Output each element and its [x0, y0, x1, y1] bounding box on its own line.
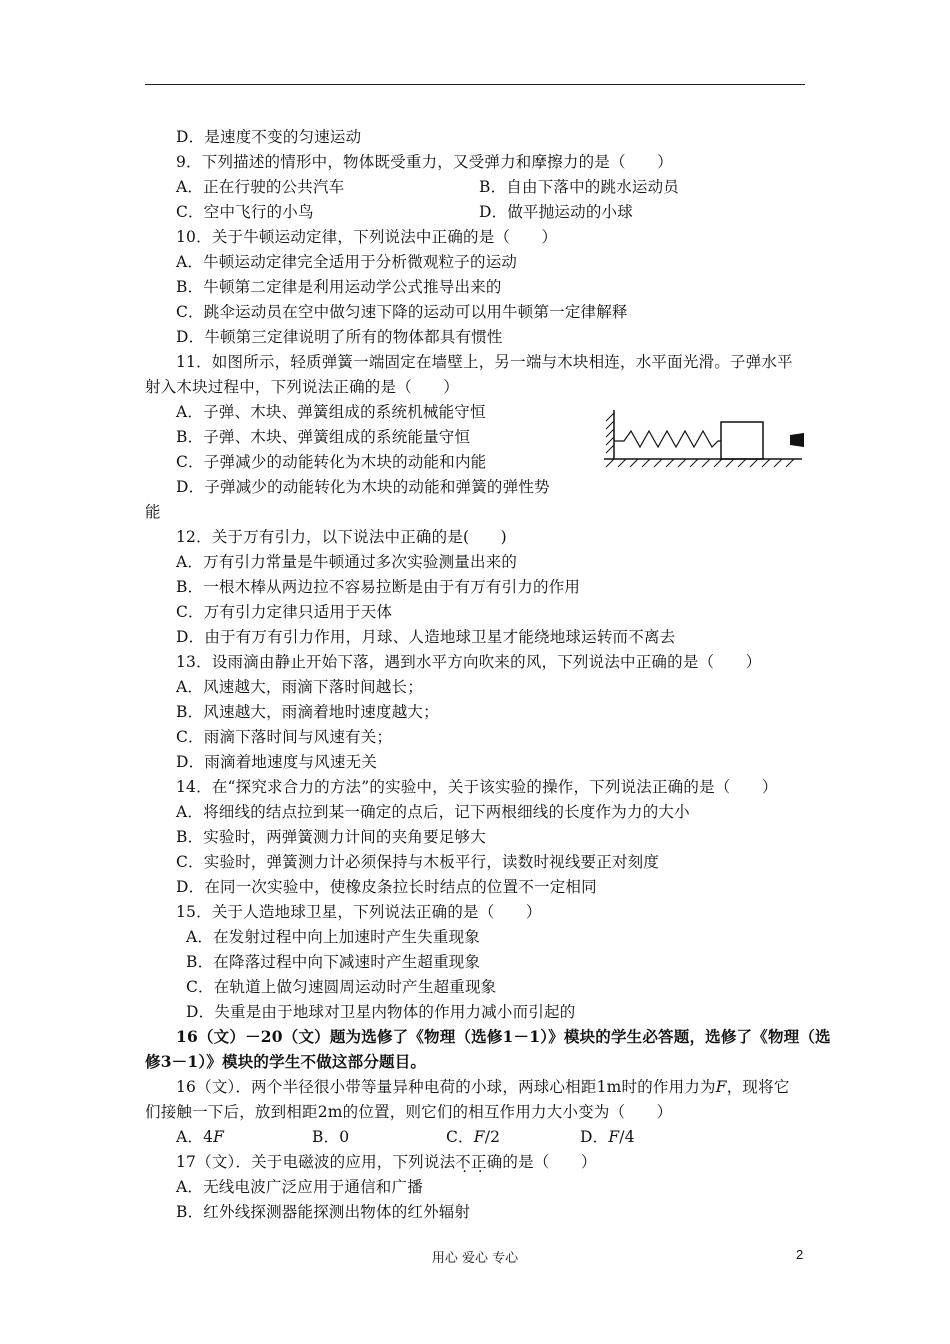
q14-option-c: C．实验时，弹簧测力计必须保持与木板平行，读数时视线要正对刻度 [176, 853, 660, 871]
q16-option-c: C．F/2 [446, 1128, 501, 1146]
q15-option-d: D．失重是由于地球对卫星内物体的作用力减小而引起的 [186, 1003, 576, 1021]
floor-hatch [606, 459, 794, 467]
q10-option-d: D．牛顿第三定律说明了所有的物体都具有惯性 [176, 328, 503, 346]
q9-option-b: B．自由下落中的跳水运动员 [479, 178, 679, 196]
q11-option-b: B．子弹、木块、弹簧组成的系统能量守恒 [176, 428, 471, 446]
q15-option-c: C．在轨道上做匀速圆周运动时产生超重现象 [186, 978, 497, 996]
question-12: 12．关于万有引力，以下说法中正确的是( ) [176, 528, 507, 546]
q12-option-c: C．万有引力定律只适用于天体 [176, 603, 393, 621]
wooden-block [721, 422, 763, 459]
q10-option-a: A．牛顿运动定律完全适用于分析微观粒子的运动 [176, 253, 518, 271]
emphasis-dot-zheng: 正 [470, 1153, 487, 1171]
q15-option-b: B．在降落过程中向下减速时产生超重现象 [186, 953, 481, 971]
q15-option-a: A．在发射过程中向上加速时产生失重现象 [186, 928, 480, 946]
question-16-cont: 们接触一下后，放到相距2m的位置，则它们的相互作用力大小变为（ ） [145, 1103, 673, 1121]
section-note-cont: 修3－1）》模块的学生不做这部分题目。 [145, 1052, 427, 1071]
question-17: 17（文）．关于电磁波的应用，下列说法不正确的是（ ） [176, 1153, 597, 1171]
wall-hatch [606, 413, 614, 453]
q17-option-a: A．无线电波广泛应用于通信和广播 [176, 1178, 423, 1196]
q13-option-c: C．雨滴下落时间与风速有关； [176, 728, 393, 746]
question-14: 14．在“探究求合力的方法”的实验中，关于该实验的操作，下列说法正确的是（ ） [176, 778, 778, 796]
bullet [790, 433, 804, 447]
q14-option-a: A．将细线的结点拉到某一确定的点后，记下两根细线的长度作为力的大小 [176, 803, 690, 821]
q11-option-d: D．子弹减少的动能转化为木块的动能和弹簧的弹性势 [176, 478, 550, 496]
q14-option-b: B．实验时，两弹簧测力计间的夹角要足够大 [176, 828, 486, 846]
q11-option-a: A．子弹、木块、弹簧组成的系统机械能守恒 [176, 403, 486, 421]
q11-option-d-cont: 能 [145, 503, 161, 521]
question-11-cont: 射入木块过程中，下列说法正确的是（ ） [145, 378, 460, 396]
q14-option-d: D．在同一次实验中，使橡皮条拉长时结点的位置不一定相同 [176, 878, 597, 896]
q13-option-d: D．雨滴着地速度与风速无关 [176, 753, 378, 771]
q9-option-a: A．正在行驶的公共汽车 [176, 178, 345, 196]
q13-option-b: B．风速越大，雨滴着地时速度越大； [176, 703, 439, 721]
question-9: 9．下列描述的情形中，物体既受重力，又受弹力和摩擦力的是（ ） [176, 153, 673, 171]
footer-slogan: 用心 爱心 专心 [431, 1251, 519, 1266]
header-rule [145, 84, 805, 85]
section-note: 16（文）－20（文）题为选修了《物理（选修1－1）》模块的学生必答题，选修了《物理（选 [176, 1027, 831, 1046]
question-13: 13．设雨滴由静止开始下落，遇到水平方向吹来的风，下列说法中正确的是（ ） [176, 653, 762, 671]
page-number: 2 [796, 1247, 804, 1262]
q17-option-b: B．红外线探测器能探测出物体的红外辐射 [176, 1203, 471, 1221]
q8-option-d: D．是速度不变的匀速运动 [176, 128, 362, 146]
question-15: 15．关于人造地球卫星，下列说法正确的是（ ） [176, 903, 542, 921]
emphasis-dot-bu: 不 [455, 1153, 471, 1171]
q16-option-a: A．4F [176, 1128, 225, 1146]
question-10: 10．关于牛顿运动定律，下列说法中正确的是（ ） [176, 228, 558, 246]
q10-option-c: C．跳伞运动员在空中做匀速下降的运动可以用牛顿第一定律解释 [176, 303, 628, 321]
question-16: 16（文）．两个半径很小带等量异种电荷的小球，两球心相距1m时的作用力为F，现将它 [176, 1078, 790, 1096]
q12-option-a: A．万有引力常量是牛顿通过多次实验测量出来的 [176, 553, 518, 571]
spring-block-bullet-figure [600, 405, 810, 475]
q13-option-a: A．风速越大，雨滴下落时间越长； [176, 678, 423, 696]
q12-option-b: B．一根木棒从两边拉不容易拉断是由于有万有引力的作用 [176, 578, 581, 596]
q9-option-c: C．空中飞行的小鸟 [176, 203, 314, 221]
q16-option-d: D．F/4 [580, 1128, 635, 1146]
q9-option-d: D．做平抛运动的小球 [479, 203, 633, 221]
q11-option-c: C．子弹减少的动能转化为木块的动能和内能 [176, 453, 487, 471]
q12-option-d: D．由于有万有引力作用，月球、人造地球卫星才能绕地球运转而不离去 [176, 628, 676, 646]
question-11: 11．如图所示，轻质弹簧一端固定在墙壁上，另一端与木块相连，水平面光滑。子弹水平 [176, 353, 793, 371]
q10-option-b: B．牛顿第二定律是利用运动学公式推导出来的 [176, 278, 502, 296]
q16-option-b: B．0 [312, 1128, 350, 1146]
spring [614, 431, 721, 447]
